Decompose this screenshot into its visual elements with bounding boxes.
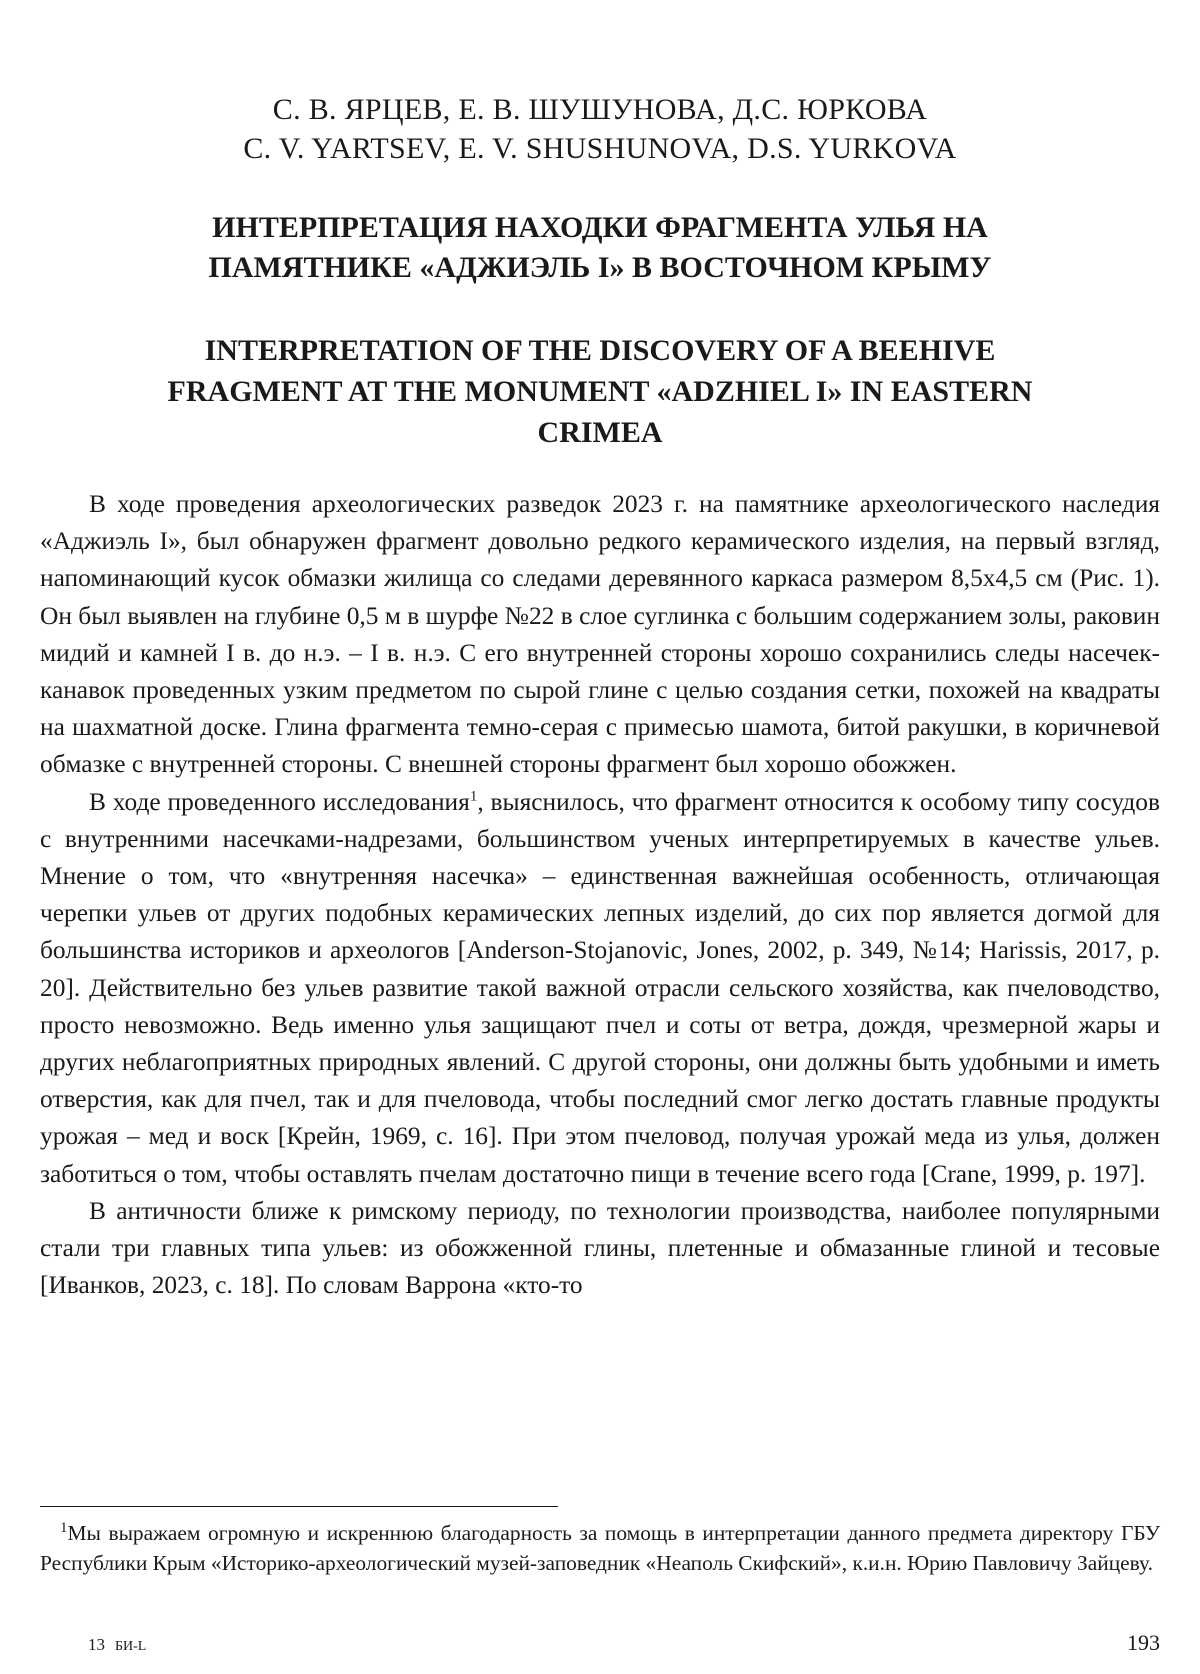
footnote xyxy=(40,1518,1160,1578)
title-en-line-1: INTERPRETATION OF THE DISCOVERY OF A BEEHIVE xyxy=(204,334,996,367)
title-english xyxy=(80,330,1120,453)
signature-sheet-number: 13 xyxy=(88,1635,105,1654)
paragraph-2 xyxy=(40,784,1160,1193)
title-russian xyxy=(100,208,1100,288)
title-en-line-2: FRAGMENT AT THE MONUMENT «ADZHIEL I» IN EASTERN xyxy=(167,375,1033,408)
article-body xyxy=(40,486,1160,1304)
title-ru-line-2: ПАМЯТНИКЕ «АДЖИЭЛЬ I» В ВОСТОЧНОМ КРЫМУ xyxy=(208,251,992,284)
title-en-line-3: CRIMEA xyxy=(537,416,663,449)
paragraph-2-text-start: В ходе проведенного исследования xyxy=(89,787,470,816)
authors-en: C. V. YARTSEV, E. V. SHUSHUNOVA, D.S. YURKOVA xyxy=(243,132,957,165)
printer-signature xyxy=(88,1634,146,1658)
page-number: 193 xyxy=(1127,1630,1160,1655)
paragraph-1: В ходе проведения археологических разведок 2023 г. на памятнике археологического наследия «Аджиэль I», был обнаружен фрагмент довольно редкого керамического изделия, на первый взгляд, напоминающий кусок обмазки жилища со следами деревянного каркаса размером 8,5х4,5 см (Рис. 1). Он был выявлен на глубине 0,5 м в шурфе №22 в слое суглинка с большим содержанием золы, раковин мидий и камней I в. до н.э. – I в. н.э. С его внутренней стороны хорошо сохранились следы насечек-канавок проведенных узким предметом по сырой глине с целью создания сетки, похожей на квадраты на шахматной доске. Глина фрагмента темно-серая с примесью шамота, битой ракушки, в коричневой обмазке с внутренней стороны. С внешней стороны фрагмент был хорошо обожжен. xyxy=(40,490,1160,779)
footnote-text: Мы выражаем огромную и искреннюю благодарность за помощь в интерпретации данного предмета директору ГБУ Республики Крым «Историко-археологический музей-заповедник «Неаполь Скифский», к.и.н. Юрию Павловичу Зайцеву. xyxy=(40,1521,1160,1575)
title-ru-line-1: ИНТЕРПРЕТАЦИЯ НАХОДКИ ФРАГМЕНТА УЛЬЯ НА xyxy=(212,211,988,244)
paragraph-3: В античности ближе к римскому периоду, по технологии производства, наиболее популярными стали три главных типа ульев: из обожженной глины, плетенные и обмазанные глиной и тесовые [Иванков, 2023, с. 18]. По словам Варрона «кто-то xyxy=(40,1196,1160,1300)
footnote-reference[interactable]: 1 xyxy=(469,788,478,805)
authors-ru: С. В. ЯРЦЕВ, Е. В. ШУШУНОВА, Д.С. ЮРКОВА xyxy=(272,93,928,126)
author-block xyxy=(100,90,1100,168)
paragraph-2-text-rest: , выяснилось, что фрагмент относится к особому типу сосудов с внутренними насечками-надрезами, большинством ученых интерпретируемых в качестве ульев. Мнение о том, что «внутренняя насечка» – единственная важнейшая особенность, отличающая черепки ульев от других подобных керамических лепных изделий, до сих пор является догмой для большинства историков и археологов [Anderson-Stojanovic, Jones, 2002, p. 349, №14; Harissis, 2017, p. 20]. Действительно без ульев развитие такой важной отрасли сельского хозяйства, как пчеловодство, просто невозможно. Ведь именно улья защищают пчел и соты от ветра, дождя, чрезмерной жары и других неблагоприятных природных явлений. С другой стороны, они должны быть удобными и иметь отверстия, как для пчел, так и для пчеловода, чтобы последний смог легко достать главные продукты урожая – мед и воск [Крейн, 1969, с. 16]. При этом пчеловод, получая урожай меда из улья, должен заботиться о том, чтобы оставлять пчелам достаточно пищи в течение всего года [Crane, 1999, p. 197]. xyxy=(40,787,1160,1188)
footnote-marker: 1 xyxy=(60,1519,68,1536)
footnote-divider xyxy=(40,1506,558,1507)
signature-code: БИ-L xyxy=(115,1639,147,1654)
